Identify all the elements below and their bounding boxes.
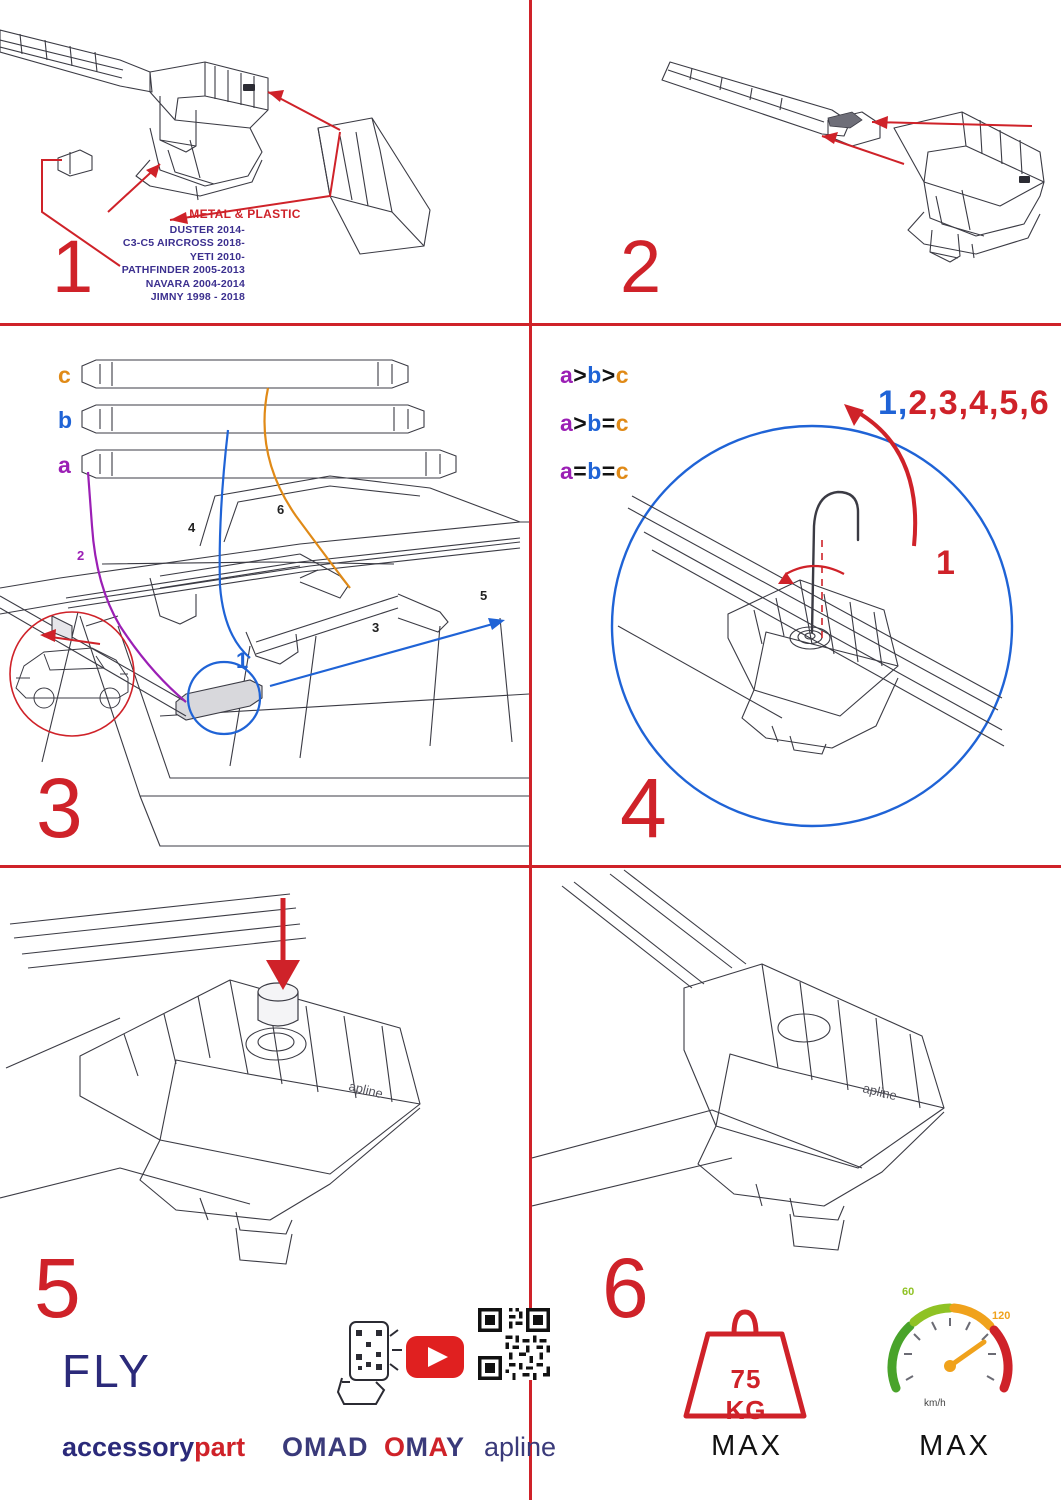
step-number-5: 5 <box>34 1241 81 1335</box>
step1-vehicle-list <box>70 224 245 305</box>
step-number-6: 6 <box>602 1241 649 1335</box>
panel-step-2 <box>532 0 1061 323</box>
step2-illustration <box>532 0 1061 323</box>
eq2-op2: = <box>601 410 616 436</box>
step4-sequence <box>878 384 1050 423</box>
panel-step-6 <box>532 868 1061 1500</box>
youtube-icon[interactable] <box>406 1336 464 1378</box>
marker-1: 1 <box>236 648 249 673</box>
svg-text:apline: apline <box>861 1080 899 1104</box>
marker-3: 3 <box>372 620 380 635</box>
panel-step-4 <box>532 326 1061 865</box>
brand-omay <box>384 1432 465 1463</box>
omay-o: O <box>384 1432 406 1462</box>
eq1-op1: > <box>573 362 588 388</box>
step1-material-note: METAL & PLASTIC <box>189 207 301 221</box>
panel-step-5 <box>0 868 557 1500</box>
eq2-op1: > <box>573 410 588 436</box>
vehicle-item: JIMNY 1998 - 2018 <box>150 291 245 304</box>
eq3-op2: = <box>601 458 616 484</box>
gauge-max-value: 120 <box>992 1310 1011 1322</box>
step-number-4: 4 <box>620 761 667 855</box>
eq2-a: a <box>560 410 574 436</box>
vehicle-item: YETI 2010- <box>189 250 245 263</box>
step-number-3: 3 <box>36 761 83 855</box>
apline-ap: ap <box>484 1432 515 1462</box>
gauge-min-value: 60 <box>902 1286 915 1298</box>
eq2-b: b <box>587 410 602 436</box>
omay-y: Y <box>446 1432 465 1462</box>
panel-step-3 <box>0 326 630 865</box>
eq3-a: a <box>560 458 574 484</box>
omay-a: A <box>428 1432 447 1462</box>
step6-illustration <box>532 868 1061 1288</box>
eq3-op1: = <box>573 458 588 484</box>
eq1-b: b <box>587 362 602 388</box>
eq1-a: a <box>560 362 574 388</box>
panel-step-1 <box>0 0 529 323</box>
brand-accessory: accessory <box>62 1432 195 1462</box>
eq1-op2: > <box>601 362 616 388</box>
brand-part: part <box>194 1432 246 1462</box>
sequence-first: 1, <box>878 384 909 422</box>
speed-max-label: MAX <box>919 1430 991 1462</box>
eq3-b: b <box>587 458 602 484</box>
scan-qr-hand-icon <box>332 1320 404 1408</box>
vehicle-item: C3-C5 AIRCROSS 2018- <box>122 237 245 250</box>
vehicle-item: PATHFINDER 2005-2013 <box>121 264 245 277</box>
eq1-c: c <box>615 362 630 388</box>
vehicle-item: DUSTER 2014- <box>169 224 245 236</box>
step4-turn-number: 1 <box>936 544 955 582</box>
eq3-c: c <box>615 458 630 484</box>
speed-unit-label: km/h <box>924 1398 946 1409</box>
brand-accessorypart <box>62 1432 245 1463</box>
weight-value: 75 KG <box>725 1364 767 1425</box>
sequence-rest: 2,3,4,5,6 <box>908 384 1050 422</box>
bar-label-b: b <box>58 407 73 433</box>
marker-4: 4 <box>188 520 196 535</box>
brand-omad: OMAD <box>282 1432 369 1462</box>
bar-label-c: c <box>58 362 71 388</box>
omay-m: M <box>405 1432 429 1462</box>
weight-max-label: MAX <box>711 1430 783 1462</box>
eq2-c: c <box>615 410 630 436</box>
marker-5: 5 <box>480 588 488 603</box>
step-number-1: 1 <box>52 225 94 308</box>
svg-text:apline: apline <box>347 1078 385 1102</box>
marker-6: 6 <box>277 502 285 517</box>
brand-fly: FLY <box>62 1345 152 1397</box>
apline-line: line <box>514 1432 557 1462</box>
step-number-2: 2 <box>620 225 662 308</box>
vehicle-item: NAVARA 2004-2014 <box>145 277 245 290</box>
step5-illustration <box>0 868 529 1288</box>
bar-label-a: a <box>58 452 71 478</box>
marker-2: 2 <box>77 548 85 563</box>
